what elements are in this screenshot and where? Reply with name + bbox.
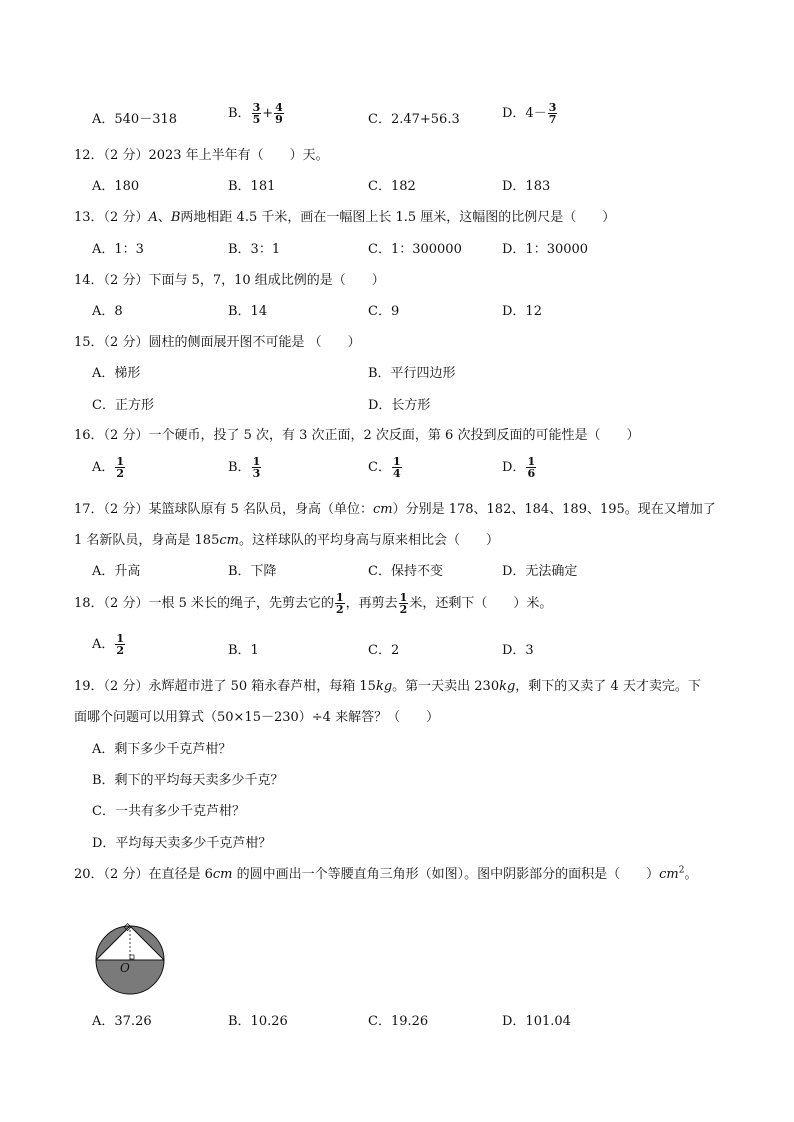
circle-triangle-figure [92, 922, 172, 1002]
q15-option-c[interactable]: C．正方形 [92, 398, 154, 413]
question-13: 13．（2 分）A、B两地相距 4.5 千米，画在一幅图上长 1.5 厘米，这幅图的比例尺是（ ） [74, 210, 616, 225]
q17-option-a[interactable]: A．升高 [92, 564, 141, 579]
q16-option-d[interactable]: D． $\frac{1}{6}$ [502, 455, 536, 480]
q17-option-d[interactable]: D．无法确定 [502, 564, 578, 579]
question-16: 16．（2 分）一个硬币，投了 5 次，有 3 次正面，2 次反面，第 6 次投到反面的可能性是（ ） [74, 428, 640, 443]
q19-option-d[interactable]: D．平均每天卖多少千克芦柑？ [92, 836, 272, 851]
q18-option-c[interactable]: C．2 [368, 643, 400, 658]
q20-option-a[interactable]: A．37.26 [92, 1014, 152, 1029]
question-19-line-2: 面哪个问题可以用算式（50×15－230）÷4 来解答？（ ） [74, 710, 440, 725]
fraction: $\frac{1}{2}$ [399, 591, 408, 616]
q20-option-b[interactable]: B．10.26 [228, 1014, 288, 1029]
shaded-lower-half [92, 960, 172, 1002]
q19-option-b[interactable]: B．剩下的平均每天卖多少千克？ [92, 773, 284, 788]
q13-option-a[interactable]: A．1：3 [92, 242, 144, 257]
q12-option-a[interactable]: A．180 [92, 179, 140, 194]
q20-option-c[interactable]: C．19.26 [368, 1014, 429, 1029]
q11-option-c[interactable]: C．2.47+56.3 [368, 112, 460, 127]
q16-option-a[interactable]: A． $\frac{1}{2}$ [92, 455, 125, 480]
q11-option-a[interactable]: A．540－318 [92, 112, 178, 127]
q19-option-c[interactable]: C．一共有多少千克芦柑？ [92, 804, 245, 819]
q16-option-b[interactable]: B． $\frac{1}{3}$ [228, 455, 261, 480]
q13-option-b[interactable]: B．3：1 [228, 242, 281, 257]
fraction: $\frac{1}{2}$ [335, 591, 344, 616]
q19-option-a[interactable]: A．剩下多少千克芦柑？ [92, 742, 232, 757]
question-17-line-1: 17．（2 分）某篮球队原有 5 名队员，身高（单位：cm）分别是 178、182、184、189、195。现在又增加了 [74, 502, 716, 517]
fraction: $\frac{1}{4}$ [392, 455, 401, 480]
q13-option-d[interactable]: D．1：30000 [502, 242, 589, 257]
q14-option-a[interactable]: A．8 [92, 304, 123, 319]
q14-option-c[interactable]: C．9 [368, 304, 400, 319]
fraction: $\frac{1}{2}$ [116, 632, 125, 657]
fraction: $\frac{1}{6}$ [527, 455, 536, 480]
question-15: 15．（2 分）圆柱的侧面展开图不可能是 （ ） [74, 335, 361, 350]
q17-option-c[interactable]: C．保持不变 [368, 564, 443, 579]
question-12: 12．（2 分）2023 年上半年有（ ）天。 [74, 148, 329, 163]
q20-option-d[interactable]: D．101.04 [502, 1014, 571, 1029]
q13-option-c[interactable]: C．1：300000 [368, 242, 462, 257]
q12-option-b[interactable]: B．181 [228, 179, 276, 194]
question-20: 20．（2 分）在直径是 6cm 的圆中画出一个等腰直角三角形（如图）。图中阴影部分的面积是（ ）$cm^2$。 [74, 865, 698, 882]
center-label-o: O [120, 961, 130, 975]
fraction: $\frac{4}{9}$ [275, 101, 283, 126]
fraction: $\frac{3}{5}$ [252, 101, 261, 126]
q11-option-d[interactable]: D．4－ $\frac{3}{7}$ [502, 101, 557, 126]
fraction: $\frac{1}{2}$ [116, 455, 125, 480]
q18-option-a[interactable]: A． $\frac{1}{2}$ [92, 632, 125, 657]
q14-option-b[interactable]: B．14 [228, 304, 268, 319]
q12-option-c[interactable]: C．182 [368, 179, 416, 194]
question-17-line-2: 1 名新队员，身高是 185cm。这样球队的平均身高与原来相比会（ ） [74, 533, 499, 548]
q18-option-d[interactable]: D．3 [502, 643, 534, 658]
question-18: 18．（2 分）一根 5 米长的绳子，先剪去它的 $\frac{1}{2}$ ，再剪去 $\frac{1}{2}$ 米，还剩下（ ）米。 [74, 591, 553, 616]
q16-option-c[interactable]: C． $\frac{1}{4}$ [368, 455, 401, 480]
q11-option-b[interactable]: B． $\frac{3}{5}$ + $\frac{4}{9}$ [228, 101, 283, 126]
q15-option-d[interactable]: D．长方形 [368, 398, 431, 413]
question-14: 14．（2 分）下面与 5，7，10 组成比例的是（ ） [74, 273, 385, 288]
q18-option-b[interactable]: B．1 [228, 643, 259, 658]
q17-option-b[interactable]: B．下降 [228, 564, 277, 579]
fraction: $\frac{1}{3}$ [252, 455, 261, 480]
fraction: $\frac{3}{7}$ [548, 101, 557, 126]
q12-option-d[interactable]: D．183 [502, 179, 551, 194]
q15-option-b[interactable]: B．平行四边形 [368, 366, 456, 381]
q14-option-d[interactable]: D．12 [502, 304, 542, 319]
question-19-line-1: 19．（2 分）永辉超市进了 50 箱永春芦柑，每箱 15kg。第一天卖出 230kg，剩下的又卖了 4 天才卖完。下 [74, 679, 701, 694]
q15-option-a[interactable]: A．梯形 [92, 366, 141, 381]
